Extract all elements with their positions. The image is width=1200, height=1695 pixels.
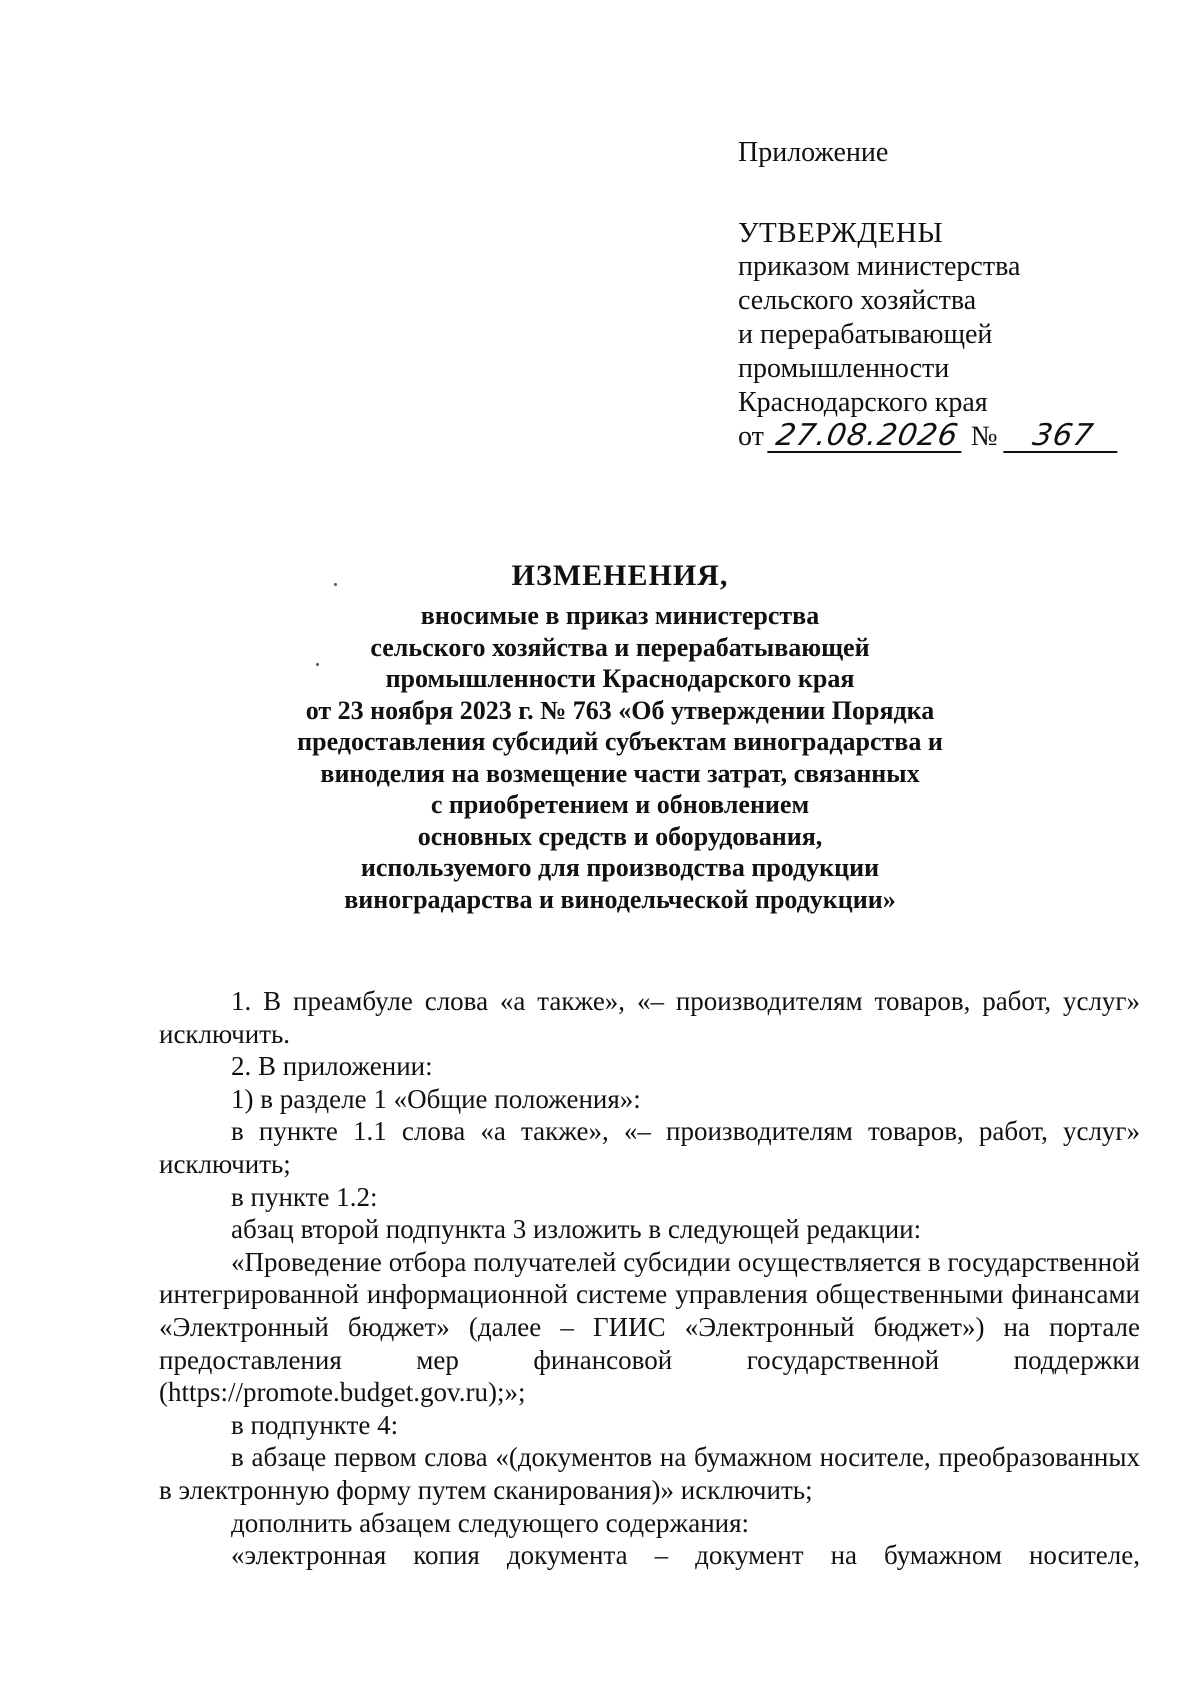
approved-line: приказом министерства: [738, 251, 1021, 282]
handwritten-number: 367: [1003, 421, 1123, 453]
heading-line: с приобретением и обновлением: [430, 790, 810, 819]
heading-line: виноделия на возмещение части затрат, связанных: [320, 758, 920, 788]
heading-line: вносимые в приказ министерства: [420, 601, 820, 630]
appendix-label: Приложение: [738, 137, 889, 168]
body-paragraph: в пункте 1.1 слова «а также», «– производителям товаров, работ, услуг» исключить;: [159, 1116, 1140, 1179]
document-title: ИЗМЕНЕНИЯ,: [511, 559, 729, 592]
body-paragraph: 2. В приложении:: [231, 1051, 433, 1082]
body-paragraph: в абзаце первом слова «(документов на бумажном носителе, преобразованных в электронную форму путем сканирования)» исключить;: [159, 1442, 1140, 1505]
heading-line: от 23 ноября 2023 г. № 763 «Об утверждении Порядка: [305, 695, 935, 725]
body-paragraph: дополнить абзацем следующего содержания:: [231, 1507, 750, 1538]
body-paragraph: абзац второй подпункта 3 изложить в следующей редакции:: [231, 1214, 922, 1245]
approved-line: сельского хозяйства: [738, 285, 977, 316]
approved-line: Краснодарского края: [738, 387, 988, 418]
document-heading: [200, 558, 1040, 915]
body-paragraph: «Проведение отбора получателей субсидии осуществляется в государственной интегрированной информационной системе управления общественными финансами «Электронный бюджет» (далее – ГИИС «Электронный бюджет») на портале предоставления мер финансовой государственной поддержки (https://promote.budget.gov.ru);»;: [159, 1246, 1140, 1408]
heading-line: основных средств и оборудования,: [417, 821, 823, 851]
number-sign: №: [970, 421, 998, 452]
heading-line: используемого для производства продукции: [360, 853, 880, 882]
scan-speck: [316, 663, 319, 666]
approved-heading: УТВЕРЖДЕНЫ: [738, 217, 944, 249]
document-body: [159, 985, 1140, 1572]
scan-speck: [334, 583, 337, 586]
handwritten-date: 27.08.2026: [767, 421, 967, 453]
heading-line: промышленности Краснодарского края: [385, 664, 855, 693]
approved-line: и перерабатывающей: [738, 319, 993, 350]
body-paragraph: 1. В преамбуле слова «а также», «– производителям товаров, работ, услуг» исключить.: [159, 986, 1140, 1049]
body-paragraph: 1) в разделе 1 «Общие положения»:: [231, 1083, 641, 1114]
order-date-number-line: [738, 420, 1158, 454]
body-paragraph: в пункте 1.2:: [231, 1181, 378, 1212]
body-paragraph: «электронная копия документа – документ на бумажном носителе,: [231, 1540, 1140, 1571]
heading-line: предоставления субсидий субъектам виноградарства и: [297, 727, 943, 756]
approved-line: промышленности: [738, 353, 950, 384]
date-prefix: от: [738, 421, 764, 452]
body-paragraph: в подпункте 4:: [231, 1409, 399, 1440]
heading-line: сельского хозяйства и перерабатывающей: [370, 632, 870, 662]
heading-line: виноградарства и винодельческой продукции»: [344, 884, 896, 914]
approval-block: [738, 136, 1158, 454]
